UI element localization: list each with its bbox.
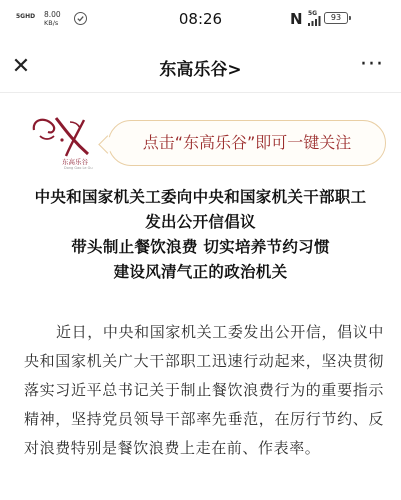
account-name: 东高乐谷 [159,60,228,80]
article-paragraph: 近日，中央和国家机关工委发出公开信，倡议中央和国家机关广大干部职工迅速行动起来，坚决贯彻落实习近平总书记关于制止餐饮浪费行为的重要指示精神，坚持党员领导干部率先垂范，在厉行节约、反对浪费特别是餐饮浪费上走在前、作表率。 [24,323,384,457]
status-bar [0,0,401,42]
logo-text: 东高乐谷 [62,158,88,166]
account-logo [26,110,106,178]
account-title-link[interactable] [159,60,241,80]
signal-label: 5G [308,10,318,17]
account-title [0,52,401,80]
battery-indicator: 93 [324,12,348,24]
nav-bar [0,42,401,92]
headline-line-1: 中央和国家机关工委向中央和国家机关干部职工 [34,188,367,206]
headline-line-4: 建设风清气正的政治机关 [113,263,288,281]
nfc-icon: N [290,10,303,28]
chevron-right-icon: > [227,60,242,80]
logo-subtext: Dong Gao Le Gu [64,166,93,170]
follow-banner [26,108,386,178]
more-icon[interactable]: ··· [360,52,384,77]
signal-icon [308,16,322,26]
network-speed-value: 8.00 [44,10,61,19]
article-headline [0,185,401,285]
clock: 08:26 [178,10,223,28]
network-speed-unit: KB/s [44,19,59,27]
network-type: 5GHD [16,13,36,20]
headline-line-3: 带头制止餐饮浪费 切实培养节约习惯 [71,238,330,256]
nav-divider [0,92,401,93]
close-icon[interactable]: ✕ [11,54,31,79]
follow-prompt-button[interactable]: 点击“东高乐谷”即可一键关注 [108,120,386,166]
headline-line-2: 发出公开信倡议 [145,213,256,231]
